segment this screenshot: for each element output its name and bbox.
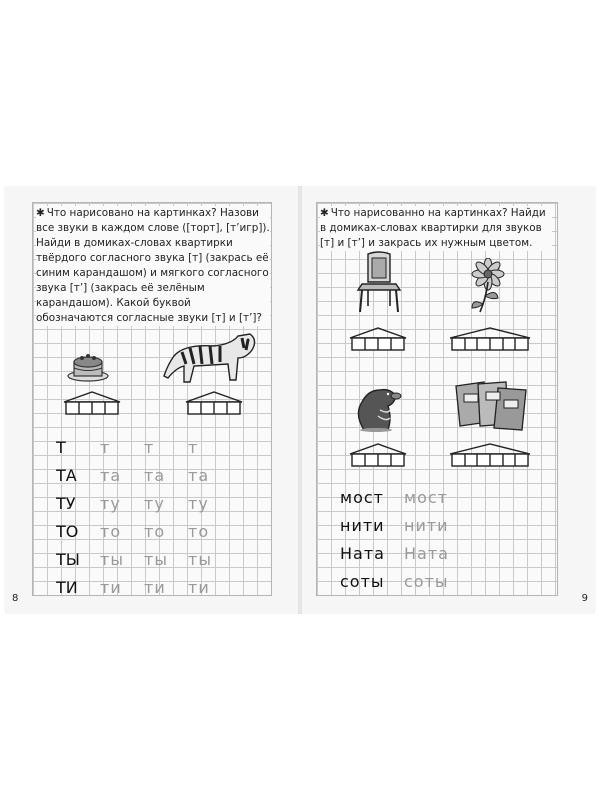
star-icon: ✱ — [36, 207, 45, 219]
left-page — [4, 186, 298, 614]
star-icon: ✱ — [320, 207, 329, 219]
word-row — [340, 572, 468, 591]
syllable-trace: то — [144, 522, 166, 541]
word-house-chair — [348, 326, 408, 352]
word-house-tiger — [184, 390, 244, 416]
syllable: ТЫ — [56, 550, 80, 569]
page-number: 8 — [12, 593, 19, 604]
syllable-trace: ту — [100, 494, 121, 513]
chair-icon — [354, 250, 404, 314]
syllable-trace: та — [188, 466, 210, 485]
syllable-trace: ту — [188, 494, 209, 513]
syllable: ТА — [56, 466, 77, 485]
syllable: ТУ — [56, 494, 76, 513]
syllable-row — [56, 438, 232, 457]
syllable-trace: ти — [188, 578, 210, 597]
word-row — [340, 544, 468, 563]
word-house-cake — [62, 390, 122, 416]
right-page — [302, 186, 596, 614]
syllable-row — [56, 550, 232, 569]
word-trace: мост — [404, 488, 448, 507]
mole-icon — [350, 380, 406, 432]
syllable-trace: т — [144, 438, 155, 457]
flower-icon — [466, 258, 510, 314]
word: соты — [340, 572, 385, 591]
syllable-trace: т — [188, 438, 199, 457]
page-number: 9 — [581, 593, 588, 604]
syllable-trace: ти — [100, 578, 122, 597]
syllable-trace: ты — [188, 550, 212, 569]
instruction-text: Что нарисованно на картинках? Найди в домиках-словах квартирки для звуков [т] и [т’] и закрась их нужным цветом. — [320, 207, 546, 249]
syllable-trace: та — [144, 466, 166, 485]
word: Ната — [340, 544, 385, 563]
syllable-trace: ти — [144, 578, 166, 597]
syllable-row — [56, 578, 232, 597]
cake-icon — [66, 346, 110, 382]
word-trace: нити — [404, 516, 449, 535]
tiger-icon — [154, 326, 262, 388]
word-row — [340, 488, 468, 507]
syllable-trace: ты — [100, 550, 124, 569]
syllable-row — [56, 494, 232, 513]
syllable-trace: ту — [144, 494, 165, 513]
word-house-notebooks — [448, 442, 532, 468]
notebooks-icon — [452, 378, 532, 434]
word: мост — [340, 488, 384, 507]
right-instruction — [320, 206, 552, 251]
syllable: ТО — [56, 522, 79, 541]
syllable-row — [56, 466, 232, 485]
word-house-mole — [348, 442, 408, 468]
syllable: ТИ — [56, 578, 78, 597]
word-trace: соты — [404, 572, 449, 591]
syllable-trace: то — [100, 522, 122, 541]
syllable-trace: ты — [144, 550, 168, 569]
word-house-flower — [448, 326, 532, 352]
word-trace: Ната — [404, 544, 449, 563]
syllable-row — [56, 522, 232, 541]
syllable-trace: та — [100, 466, 122, 485]
left-instruction — [36, 206, 270, 326]
instruction-text: Что нарисовано на картинках? Назови все звуки в каждом слове ([торт], [т’игр]). Найди в домиках-словах квартирки твёрдого согласного звука [т] (закрась её синим карандашом) и мягкого согласного звука [т’] (закрась её зелёным карандашом). Какой буквой обозначаются согласные звуки [т] и [т’]? — [36, 207, 270, 324]
open-workbook — [4, 186, 596, 614]
syllable-trace: т — [100, 438, 111, 457]
syllable-trace: то — [188, 522, 210, 541]
word-row — [340, 516, 468, 535]
syllable: Т — [56, 438, 66, 457]
word: нити — [340, 516, 385, 535]
